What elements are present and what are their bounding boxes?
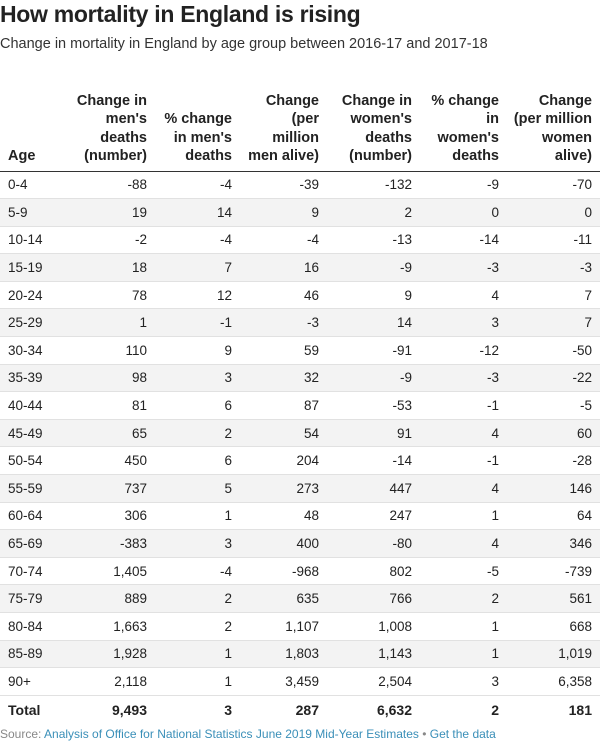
table-cell: 87 <box>240 392 327 420</box>
table-cell: 19 <box>70 199 155 227</box>
table-cell: 14 <box>327 309 420 337</box>
table-cell: 80-84 <box>0 613 70 641</box>
table-cell: -3 <box>420 364 507 392</box>
table-row <box>0 254 600 282</box>
table-cell: -1 <box>420 392 507 420</box>
column-header: % change in men's deaths <box>155 75 240 171</box>
column-header: Change (per million men alive) <box>240 75 327 171</box>
source-label: Source: <box>0 727 45 741</box>
table-cell: 146 <box>507 475 600 503</box>
table-cell: 0 <box>507 199 600 227</box>
table-cell: 59 <box>240 337 327 365</box>
table-cell: 1,663 <box>70 613 155 641</box>
table-cell: -3 <box>420 254 507 282</box>
table-row <box>0 226 600 254</box>
table-cell: -39 <box>240 171 327 199</box>
table-cell: 2 <box>327 199 420 227</box>
table-cell: 60-64 <box>0 502 70 530</box>
table-cell: 561 <box>507 585 600 613</box>
column-header: % change in women's deaths <box>420 75 507 171</box>
table-cell: 1 <box>420 640 507 668</box>
table-row <box>0 447 600 475</box>
table-row <box>0 502 600 530</box>
table-cell: 5 <box>155 475 240 503</box>
table-cell: 204 <box>240 447 327 475</box>
table-cell: -53 <box>327 392 420 420</box>
table-cell: 447 <box>327 475 420 503</box>
table-cell: -14 <box>327 447 420 475</box>
table-cell: 16 <box>240 254 327 282</box>
table-cell: 3 <box>155 530 240 558</box>
table-cell: -2 <box>70 226 155 254</box>
table-cell: 9 <box>155 337 240 365</box>
table-cell: 81 <box>70 392 155 420</box>
source-separator: • <box>418 727 430 741</box>
table-row <box>0 337 600 365</box>
table-cell: 6,358 <box>507 668 600 696</box>
table-cell: 46 <box>240 281 327 309</box>
table-cell: -383 <box>70 530 155 558</box>
table-cell: -11 <box>507 226 600 254</box>
table-cell: 0 <box>420 199 507 227</box>
table-row <box>0 281 600 309</box>
table-cell: 40-44 <box>0 392 70 420</box>
table-cell: 90+ <box>0 668 70 696</box>
table-cell: -9 <box>327 254 420 282</box>
table-cell: 737 <box>70 475 155 503</box>
table-cell: 7 <box>155 254 240 282</box>
table-cell: 25-29 <box>0 309 70 337</box>
table-cell: -14 <box>420 226 507 254</box>
table-cell: 4 <box>420 281 507 309</box>
table-cell: 2,504 <box>327 668 420 696</box>
table-cell: -28 <box>507 447 600 475</box>
table-cell: 247 <box>327 502 420 530</box>
source-link[interactable]: Analysis of Office for National Statistics June 2019 Mid-Year Estimates <box>44 727 419 741</box>
table-cell: 2 <box>155 419 240 447</box>
table-cell: 4 <box>420 530 507 558</box>
table-row <box>0 419 600 447</box>
table-cell: -88 <box>70 171 155 199</box>
table-row <box>0 309 600 337</box>
table-cell: 65 <box>70 419 155 447</box>
get-data-link[interactable]: Get the data <box>429 727 496 741</box>
table-cell: 18 <box>70 254 155 282</box>
table-cell: -22 <box>507 364 600 392</box>
table-cell: 48 <box>240 502 327 530</box>
table-cell: 2,118 <box>70 668 155 696</box>
mortality-table <box>0 75 600 723</box>
table-row <box>0 557 600 585</box>
table-cell: 273 <box>240 475 327 503</box>
table-row <box>0 613 600 641</box>
table-row <box>0 530 600 558</box>
table-cell: 1,143 <box>327 640 420 668</box>
table-cell: 1,019 <box>507 640 600 668</box>
table-row <box>0 668 600 696</box>
table-cell: 55-59 <box>0 475 70 503</box>
table-cell: 54 <box>240 419 327 447</box>
table-cell: -80 <box>327 530 420 558</box>
table-cell: 1,107 <box>240 613 327 641</box>
table-cell: 0-4 <box>0 171 70 199</box>
table-row <box>0 171 600 199</box>
table-cell: 1 <box>155 502 240 530</box>
table-cell: 15-19 <box>0 254 70 282</box>
table-cell: 1,405 <box>70 557 155 585</box>
source-note <box>0 727 496 741</box>
table-cell: 32 <box>240 364 327 392</box>
table-cell: 9 <box>327 281 420 309</box>
table-cell: Total <box>0 695 70 723</box>
table-cell: 45-49 <box>0 419 70 447</box>
table-cell: -132 <box>327 171 420 199</box>
table-cell: 3 <box>155 695 240 723</box>
table-cell: 78 <box>70 281 155 309</box>
table-cell: 85-89 <box>0 640 70 668</box>
table-cell: 4 <box>420 475 507 503</box>
table-cell: 181 <box>507 695 600 723</box>
chart-title: How mortality in England is rising <box>0 1 361 27</box>
table-cell: 3 <box>420 668 507 696</box>
table-cell: 9,493 <box>70 695 155 723</box>
table-cell: 14 <box>155 199 240 227</box>
table-cell: -4 <box>240 226 327 254</box>
chart-subtitle: Change in mortality in England by age group between 2016-17 and 2017-18 <box>0 36 488 52</box>
table-cell: 346 <box>507 530 600 558</box>
table-cell: 7 <box>507 281 600 309</box>
table-cell: -4 <box>155 557 240 585</box>
table-cell: 9 <box>240 199 327 227</box>
table-cell: 802 <box>327 557 420 585</box>
table-cell: -3 <box>507 254 600 282</box>
table-cell: 91 <box>327 419 420 447</box>
table-cell: -739 <box>507 557 600 585</box>
table-cell: 3 <box>420 309 507 337</box>
table-cell: 5-9 <box>0 199 70 227</box>
table-cell: 1,803 <box>240 640 327 668</box>
table-cell: 450 <box>70 447 155 475</box>
table-cell: 1 <box>420 502 507 530</box>
table-cell: -4 <box>155 171 240 199</box>
table-cell: 12 <box>155 281 240 309</box>
table-cell: 2 <box>155 613 240 641</box>
table-row <box>0 364 600 392</box>
table-row <box>0 640 600 668</box>
table-cell: 400 <box>240 530 327 558</box>
column-header: Change (per million women alive) <box>507 75 600 171</box>
table-cell: 110 <box>70 337 155 365</box>
header-row <box>0 75 600 171</box>
table-cell: 1,928 <box>70 640 155 668</box>
table-cell: 98 <box>70 364 155 392</box>
total-row <box>0 695 600 723</box>
table-cell: -70 <box>507 171 600 199</box>
column-header: Change in men's deaths (number) <box>70 75 155 171</box>
table-cell: 1 <box>70 309 155 337</box>
column-header: Change in women's deaths (number) <box>327 75 420 171</box>
table-cell: 766 <box>327 585 420 613</box>
table-cell: 1,008 <box>327 613 420 641</box>
table-cell: -12 <box>420 337 507 365</box>
table-cell: 30-34 <box>0 337 70 365</box>
table-cell: 889 <box>70 585 155 613</box>
table-cell: 287 <box>240 695 327 723</box>
table-cell: 35-39 <box>0 364 70 392</box>
table-cell: 2 <box>420 585 507 613</box>
table-cell: 635 <box>240 585 327 613</box>
table-cell: -9 <box>420 171 507 199</box>
table-cell: -5 <box>420 557 507 585</box>
table-cell: 10-14 <box>0 226 70 254</box>
table-cell: 6 <box>155 392 240 420</box>
table-row <box>0 475 600 503</box>
table-cell: 1 <box>420 613 507 641</box>
table-cell: 64 <box>507 502 600 530</box>
table-cell: 668 <box>507 613 600 641</box>
table-cell: 3,459 <box>240 668 327 696</box>
table-cell: 2 <box>155 585 240 613</box>
table-cell: 50-54 <box>0 447 70 475</box>
table-cell: -91 <box>327 337 420 365</box>
table-cell: -50 <box>507 337 600 365</box>
table-cell: -1 <box>155 309 240 337</box>
table-cell: -3 <box>240 309 327 337</box>
table-cell: 6 <box>155 447 240 475</box>
table-cell: -968 <box>240 557 327 585</box>
table-cell: 1 <box>155 668 240 696</box>
table-cell: 60 <box>507 419 600 447</box>
table-row <box>0 199 600 227</box>
table-row <box>0 585 600 613</box>
table-cell: 2 <box>420 695 507 723</box>
table-cell: -13 <box>327 226 420 254</box>
table-cell: 1 <box>155 640 240 668</box>
table-cell: 6,632 <box>327 695 420 723</box>
table-cell: -5 <box>507 392 600 420</box>
table-cell: 70-74 <box>0 557 70 585</box>
table-cell: 7 <box>507 309 600 337</box>
table-cell: 306 <box>70 502 155 530</box>
table-row <box>0 392 600 420</box>
table-cell: -1 <box>420 447 507 475</box>
table-cell: 65-69 <box>0 530 70 558</box>
column-header: Age <box>0 75 70 171</box>
table-cell: 3 <box>155 364 240 392</box>
table-body <box>0 171 600 695</box>
table-cell: 20-24 <box>0 281 70 309</box>
table-cell: 4 <box>420 419 507 447</box>
table-cell: -4 <box>155 226 240 254</box>
table-cell: 75-79 <box>0 585 70 613</box>
table-cell: -9 <box>327 364 420 392</box>
